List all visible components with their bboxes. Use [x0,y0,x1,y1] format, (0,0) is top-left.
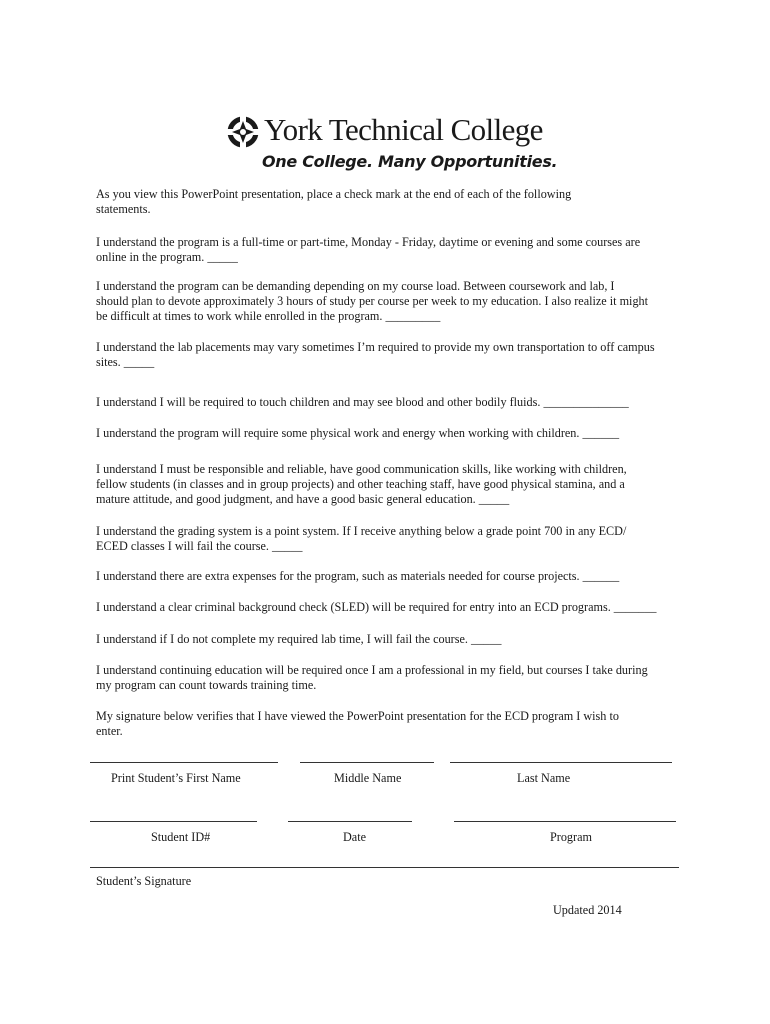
college-name: York Technical College [264,112,543,147]
last-name-label: Last Name [517,771,571,785]
college-logo [226,112,566,176]
last-name-line[interactable] [450,762,672,763]
updated-note: Updated 2014 [553,903,622,917]
statement-continuing-education: I understand continuing education will be required once I am a professional in my field, but courses I take during my program can count towards training time. [96,663,648,692]
signature-line[interactable] [90,867,679,868]
program-line[interactable] [454,821,676,822]
middle-name-line[interactable] [300,762,434,763]
date-line[interactable] [288,821,412,822]
program-label: Program [550,830,592,844]
statement-grading: I understand the grading system is a point system. If I receive anything below a grade point 700 in any ECD/ ECED classes I will fail the course. _____ [96,524,627,553]
statement-study-load: I understand the program can be demanding depending on my course load. Between coursework and lab, I should plan to devote approximately 3 hours of study per course per week to my education. I also realize it might be difficult at times to work while enrolled in the program. _________ [96,279,649,323]
signature-label: Student’s Signature [96,874,192,888]
first-name-line[interactable] [90,762,278,763]
middle-name-label: Middle Name [334,771,402,785]
date-label: Date [343,830,367,844]
college-tagline: One College. Many Opportunities. [262,152,558,171]
statement-background-check: I understand a clear criminal background check (SLED) will be required for entry into an ECD programs. _______ [96,600,657,614]
intro-text: As you view this PowerPoint presentation, place a check mark at the end of each of the following statements. [96,187,572,216]
statement-lab-placements: I understand the lab placements may vary sometimes I’m required to provide my own transportation to off campus sites. _____ [96,340,655,369]
statement-physical-work: I understand the program will require some physical work and energy when working with children. ______ [96,426,620,440]
statement-bodily-fluids: I understand I will be required to touch children and may see blood and other bodily fluids. ______________ [96,395,629,409]
student-id-line[interactable] [90,821,257,822]
statement-signature-verification: My signature below verifies that I have viewed the PowerPoint presentation for the ECD program I wish to enter. [96,709,619,738]
student-id-label: Student ID# [151,830,211,844]
statement-expenses: I understand there are extra expenses for the program, such as materials needed for course projects. ______ [96,569,620,583]
college-emblem-icon [226,115,260,149]
statement-responsibility: I understand I must be responsible and reliable, have good communication skills, like working with children, fellow students (in classes and in group projects) and other teaching staff, have good physical stamina, and a mature attitude, and good judgment, and have a good basic general education. _____ [96,462,627,506]
first-name-label: Print Student’s First Name [111,771,241,785]
statement-schedule: I understand the program is a full-time or part-time, Monday - Friday, daytime or evening and some courses are online in the program. _____ [96,235,641,264]
statement-lab-time: I understand if I do not complete my required lab time, I will fail the course. _____ [96,632,502,646]
